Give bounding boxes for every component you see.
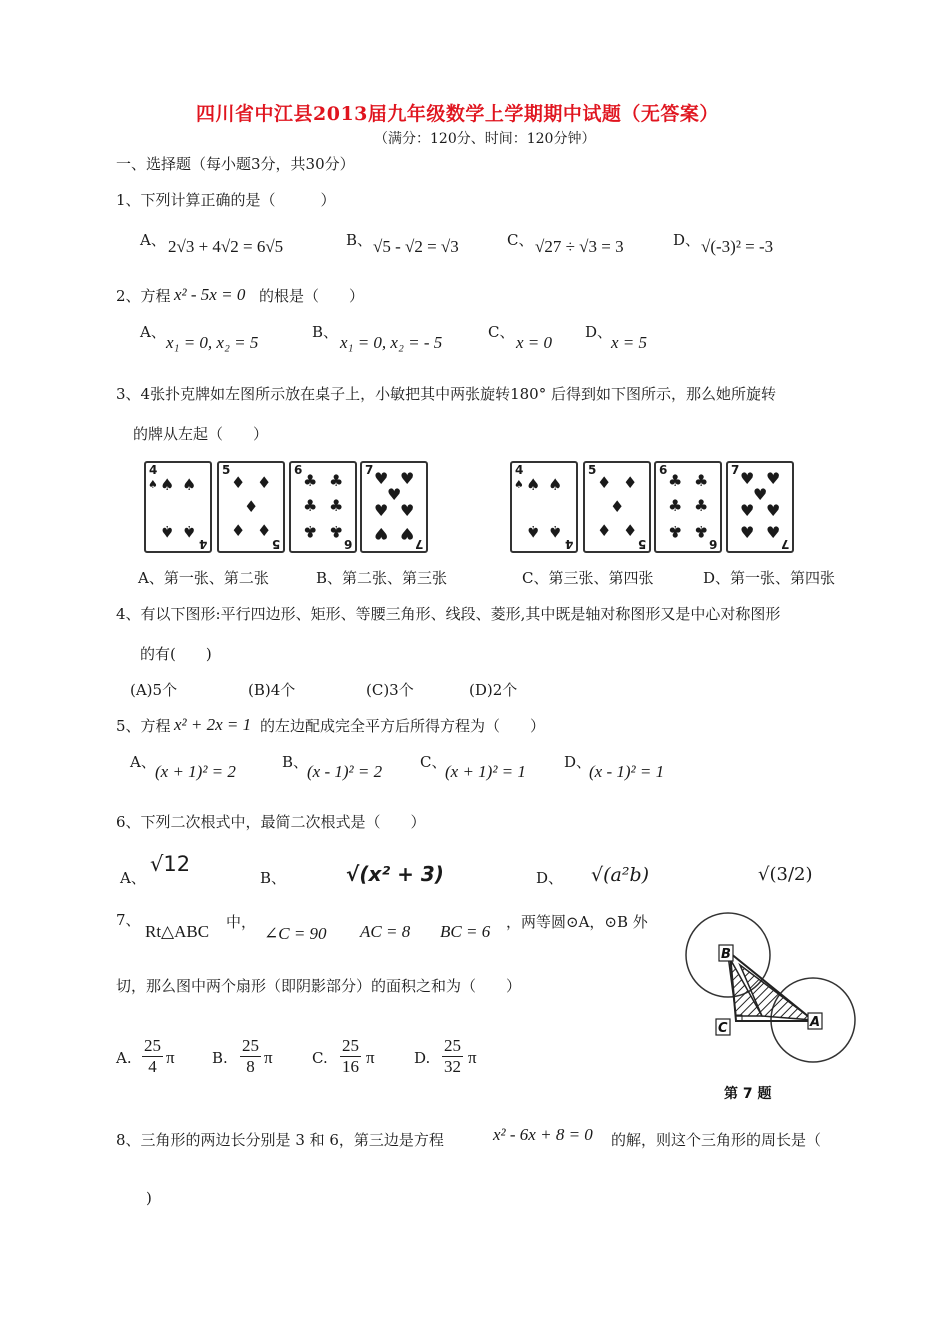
page-title: 四川省中江县2013届九年级数学上学期期中试题（无答案） [196,103,719,125]
card-7-hearts [360,461,428,553]
card-6-clubs [289,461,357,553]
card-5-diamonds [583,461,651,553]
q1-option-a-label: A、 [140,231,166,249]
card-rank: 5 [222,463,231,477]
pi-symbol: π [264,1048,273,1067]
club-icon: ♣ [329,496,344,515]
q1-option-b-label: B、 [346,231,373,249]
diamond-icon: ♦ [257,473,272,492]
q2-option-c-label: C、 [488,323,515,341]
q2-option-a: x₁ = 0, x₂ = 5 [166,333,259,352]
heart-icon: ♥ [753,485,768,504]
q5-stem-post: 的左边配成完全平方后所得方程为（ ） [260,717,546,735]
heart-icon: ♥ [400,501,415,520]
card-rank: 5 [588,463,597,477]
q1-option-c: √27 ÷ √3 = 3 [535,237,624,256]
q7-ac: AC = 8 [360,922,411,941]
q8-stem-line2: ) [146,1189,152,1207]
q2-option-d-label: D、 [585,323,613,341]
card-rank: 7 [365,463,374,477]
card-rank-rotated: 7 [780,537,789,551]
q3-option-b: B、第二张、第三张 [316,569,448,587]
spade-icon: ♠ [526,522,541,541]
q4-stem-line1: 4、有以下图形:平行四边形、矩形、等腰三角形、线段、菱形,其中既是轴对称图形又是中心对称图形 [116,605,781,623]
q6-option-d-label: D、 [536,869,564,887]
club-icon: ♣ [668,471,683,490]
q5-option-d: (x - 1)² = 1 [589,762,665,781]
q1-option-a: 2√3 + 4√2 = 6√5 [168,237,284,256]
heart-icon: ♥ [766,523,781,542]
q1-option-c-label: C、 [507,231,534,249]
q1-option-d: √(-3)² = -3 [701,237,774,256]
q5-stem-pre: 5、方程 [116,717,171,735]
spade-icon: ♠ [160,475,175,494]
q8-equation: x² - 6x + 8 = 0 [493,1125,593,1144]
figure-caption: 第 7 题 [724,1086,772,1102]
card-5-diamonds [217,461,285,553]
q4-option-d: (D)2个 [469,681,518,699]
q8-stem-post: 的解，则这个三角形的周长是（ [611,1131,822,1149]
card-rank: 4 [515,463,524,477]
spade-icon: ♠ [548,475,563,494]
card-6-clubs [654,461,722,553]
q6-extra-option: √(3/2) [758,864,813,885]
q3-stem-line2: 的牌从左起（ ） [133,425,269,443]
heart-icon: ♥ [766,469,781,488]
q7-triangle: Rt△ABC [145,922,210,941]
q7-tail: ，两等圆⊙A，⊙B 外 [506,913,648,931]
q5-option-a-label: A、 [130,753,156,771]
club-icon: ♣ [694,496,709,515]
q2-option-d: x = 5 [611,333,648,352]
card-4-spades [144,461,212,553]
q7-figure [680,905,862,1105]
diamond-icon: ♦ [623,473,638,492]
diamond-icon: ♦ [623,521,638,540]
q7-option-b-label: B. [212,1049,228,1067]
q3-stem-line1: 3、4张扑克牌如左图所示放在桌子上，小敏把其中两张旋转180° 后得到如下图所示，那么她所旋转 [116,385,776,403]
card-rank: 7 [731,463,740,477]
q5-option-d-label: D、 [564,753,592,771]
q7-text: 中， [226,913,257,931]
q5-option-a: (x + 1)² = 2 [155,762,236,781]
q5-option-c: (x + 1)² = 1 [445,762,526,781]
diamond-icon: ♦ [257,521,272,540]
q7-option-a-label: A. [116,1049,132,1067]
spade-icon: ♠ [160,522,175,541]
club-icon: ♣ [303,471,318,490]
fig-label-a: A [810,1015,821,1030]
q6-stem: 6、下列二次根式中，最简二次根式是（ ） [116,813,426,831]
card-rank-rotated: 4 [564,537,573,551]
heart-icon: ♥ [374,501,389,520]
club-icon: ♣ [303,522,318,541]
q2-stem-pre: 2、方程 [116,287,171,305]
q1-option-b: √5 - √2 = √3 [373,237,459,256]
card-rank: 6 [294,463,303,477]
fig-label-b: B [721,947,731,962]
club-icon: ♣ [329,471,344,490]
section-heading: 一、选择题（每小题3分，共30分） [116,155,355,173]
club-icon: ♣ [694,522,709,541]
q2-stem-post: 的根是（ ） [259,287,365,305]
card-7-hearts [726,461,794,553]
q4-option-a: (A)5个 [130,681,178,699]
fig-label-c: C [718,1021,728,1036]
q5-equation: x² + 2x = 1 [174,715,252,734]
heart-icon: ♥ [740,469,755,488]
q7-angle: ∠C = 90 [264,924,327,943]
q7-option-a-fraction: $\frac{25}{4}$ [144,1036,161,1076]
card-rank-rotated: 5 [271,537,280,551]
q5-option-b: (x - 1)² = 2 [307,762,383,781]
q7-option-c-fraction: $\frac{25}{16}$ [342,1036,359,1076]
q1-option-d-label: D、 [673,231,701,249]
q7-bc: BC = 6 [440,922,491,941]
spade-icon: ♠ [514,478,524,491]
q3-option-d: D、第一张、第四张 [703,569,836,587]
q6-option-b-label: B、 [260,869,287,887]
spade-icon: ♠ [182,522,197,541]
q2-option-b: x₁ = 0, x₂ = - 5 [340,333,443,352]
diamond-icon: ♦ [244,497,259,516]
q6-option-d: √(a²b) [591,864,650,886]
club-icon: ♣ [668,522,683,541]
q2-option-c: x = 0 [516,333,553,352]
heart-icon: ♥ [374,524,389,543]
heart-icon: ♥ [740,501,755,520]
club-icon: ♣ [668,496,683,515]
card-rank: 6 [659,463,668,477]
card-rank-rotated: 4 [198,537,207,551]
card-rank: 4 [149,463,158,477]
q7-option-d-fraction: $\frac{25}{32}$ [444,1036,461,1076]
q6-option-b: √(x² + 3) [346,862,444,886]
spade-icon: ♠ [548,522,563,541]
club-icon: ♣ [329,522,344,541]
q5-option-c-label: C、 [420,753,447,771]
q7-option-b-fraction: $\frac{25}{8}$ [242,1036,259,1076]
spade-icon: ♠ [182,475,197,494]
diamond-icon: ♦ [231,521,246,540]
q5-option-b-label: B、 [282,753,309,771]
q4-option-c: (C)3个 [366,681,414,699]
spade-icon: ♠ [526,475,541,494]
club-icon: ♣ [303,496,318,515]
q6-option-a: √12 [150,852,191,876]
diamond-icon: ♦ [231,473,246,492]
q1-stem: 1、下列计算正确的是（ ） [116,191,336,209]
q4-option-b: (B)4个 [248,681,296,699]
heart-icon: ♥ [400,524,415,543]
spade-icon: ♠ [148,478,158,491]
card-rank-rotated: 6 [708,537,717,551]
q7-number: 7、 [116,911,141,929]
heart-icon: ♥ [374,469,389,488]
card-rank-rotated: 7 [414,537,423,551]
card-rank-rotated: 6 [343,537,352,551]
q7-option-c-label: C. [312,1049,328,1067]
diamond-icon: ♦ [597,473,612,492]
page-subtitle: （满分：120分、时间：120分钟） [374,131,596,147]
diamond-icon: ♦ [597,521,612,540]
q7-stem-line2: 切，那么图中两个扇形（即阴影部分）的面积之和为（ ） [116,977,522,995]
pi-symbol: π [366,1048,375,1067]
card-4-spades [510,461,578,553]
q2-option-a-label: A、 [140,323,166,341]
diamond-icon: ♦ [610,497,625,516]
heart-icon: ♥ [400,469,415,488]
q6-option-a-label: A、 [120,869,146,887]
heart-icon: ♥ [766,501,781,520]
heart-icon: ♥ [387,485,402,504]
pi-symbol: π [468,1048,477,1067]
heart-icon: ♥ [740,523,755,542]
q3-option-c: C、第三张、第四张 [522,569,654,587]
pi-symbol: π [166,1048,175,1067]
q2-equation: x² - 5x = 0 [174,285,246,304]
q8-stem-pre: 8、三角形的两边长分别是 3 和 6，第三边是方程 [116,1131,444,1149]
q2-option-b-label: B、 [312,323,339,341]
q4-stem-line2: 的有( ) [140,645,212,663]
q7-option-d-label: D. [414,1049,431,1067]
club-icon: ♣ [694,471,709,490]
card-rank-rotated: 5 [637,537,646,551]
q3-option-a: A、第一张、第二张 [138,569,269,587]
